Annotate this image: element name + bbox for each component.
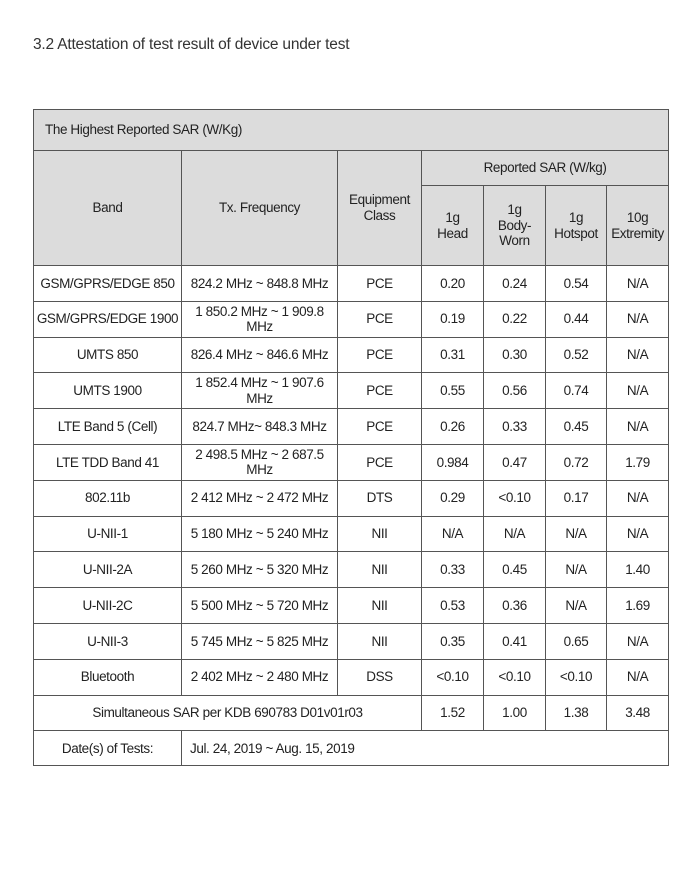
body-worn-cell: 0.56 [484, 373, 546, 409]
band-cell: Bluetooth [34, 659, 182, 695]
hotspot-cell: 0.74 [546, 373, 607, 409]
body-worn-header [484, 186, 546, 266]
hotspot-cell: N/A [546, 552, 607, 588]
head-cell: 0.20 [422, 266, 484, 302]
extremity-cell: N/A [607, 659, 669, 695]
band-header: Band [34, 151, 182, 266]
body-worn-header-line1: 1g [507, 202, 522, 218]
body-worn-header-line2: Body- [497, 217, 532, 233]
table-row [34, 301, 669, 337]
table-row [34, 659, 669, 695]
body-worn-cell: 0.41 [484, 623, 546, 659]
body-worn-cell: <0.10 [484, 480, 546, 516]
class-cell: DTS [338, 480, 422, 516]
extremity-cell: N/A [607, 373, 669, 409]
test-dates-value: Jul. 24, 2019 ~ Aug. 15, 2019 [182, 731, 669, 766]
body-worn-cell: 0.47 [484, 444, 546, 480]
simultaneous-row [34, 695, 669, 731]
head-cell: <0.10 [422, 659, 484, 695]
body-worn-cell: 0.36 [484, 588, 546, 624]
test-dates-row [34, 731, 669, 766]
simultaneous-body-worn-cell: 1.00 [484, 695, 546, 731]
head-header-line1: 1g [445, 209, 460, 225]
head-cell: 0.55 [422, 373, 484, 409]
band-cell: UMTS 1900 [34, 373, 182, 409]
extremity-cell: 1.69 [607, 588, 669, 624]
table-row [34, 623, 669, 659]
extremity-cell: N/A [607, 409, 669, 445]
head-cell: 0.29 [422, 480, 484, 516]
hotspot-cell: <0.10 [546, 659, 607, 695]
hotspot-header-line1: 1g [568, 209, 584, 225]
hotspot-cell: N/A [546, 516, 607, 552]
frequency-cell: 5 745 MHz ~ 5 825 MHz [182, 623, 338, 659]
hotspot-cell: 0.44 [546, 301, 607, 337]
body-worn-cell: <0.10 [484, 659, 546, 695]
head-cell: 0.53 [422, 588, 484, 624]
frequency-cell: 2 498.5 MHz ~ 2 687.5 MHz [182, 444, 338, 480]
simultaneous-extremity-cell: 3.48 [607, 695, 669, 731]
band-cell: LTE TDD Band 41 [34, 444, 182, 480]
sar-table [33, 109, 669, 766]
extremity-cell: N/A [607, 623, 669, 659]
band-cell: U-NII-1 [34, 516, 182, 552]
hotspot-header [546, 186, 607, 266]
frequency-cell: 824.7 MHz~ 848.3 MHz [182, 409, 338, 445]
equipment-class-header-line2: Class [363, 208, 396, 223]
class-cell: NII [338, 552, 422, 588]
body-worn-header-line3: Worn [499, 233, 530, 249]
body-worn-cell: 0.24 [484, 266, 546, 302]
class-cell: PCE [338, 444, 422, 480]
table-row [34, 409, 669, 445]
frequency-cell: 826.4 MHz ~ 846.6 MHz [182, 337, 338, 373]
head-cell: 0.984 [422, 444, 484, 480]
class-cell: NII [338, 516, 422, 552]
hotspot-header-line2: Hotspot [554, 225, 598, 241]
frequency-cell: 5 180 MHz ~ 5 240 MHz [182, 516, 338, 552]
table-row [34, 480, 669, 516]
extremity-header [607, 186, 669, 266]
head-cell: 0.31 [422, 337, 484, 373]
extremity-cell: N/A [607, 480, 669, 516]
hotspot-cell: 0.72 [546, 444, 607, 480]
head-cell: 0.35 [422, 623, 484, 659]
frequency-cell: 1 852.4 MHz ~ 1 907.6 MHz [182, 373, 338, 409]
simultaneous-label: Simultaneous SAR per KDB 690783 D01v01r03 [34, 695, 422, 731]
hotspot-cell: 0.52 [546, 337, 607, 373]
class-cell: NII [338, 588, 422, 624]
frequency-cell: 5 500 MHz ~ 5 720 MHz [182, 588, 338, 624]
head-cell: N/A [422, 516, 484, 552]
class-cell: PCE [338, 301, 422, 337]
extremity-cell: 1.79 [607, 444, 669, 480]
band-cell: U-NII-2C [34, 588, 182, 624]
frequency-cell: 2 402 MHz ~ 2 480 MHz [182, 659, 338, 695]
reported-sar-header: Reported SAR (W/kg) [422, 151, 669, 186]
test-dates-label: Date(s) of Tests: [34, 731, 182, 766]
band-cell: GSM/GPRS/EDGE 850 [34, 266, 182, 302]
table-row [34, 266, 669, 302]
simultaneous-head-cell: 1.52 [422, 695, 484, 731]
head-header-line2: Head [437, 225, 468, 241]
table-row [34, 588, 669, 624]
body-worn-cell: N/A [484, 516, 546, 552]
band-cell: 802.11b [34, 480, 182, 516]
extremity-header-line1: 10g [626, 209, 649, 225]
table-row [34, 516, 669, 552]
frequency-header: Tx. Frequency [182, 151, 338, 266]
head-header [422, 186, 484, 266]
band-cell: LTE Band 5 (Cell) [34, 409, 182, 445]
table-row [34, 444, 669, 480]
extremity-cell: N/A [607, 301, 669, 337]
hotspot-cell: 0.17 [546, 480, 607, 516]
hotspot-cell: 0.54 [546, 266, 607, 302]
band-cell: U-NII-3 [34, 623, 182, 659]
table-row [34, 552, 669, 588]
extremity-cell: N/A [607, 266, 669, 302]
class-cell: NII [338, 623, 422, 659]
hotspot-cell: 0.65 [546, 623, 607, 659]
class-cell: PCE [338, 266, 422, 302]
frequency-cell: 1 850.2 MHz ~ 1 909.8 MHz [182, 301, 338, 337]
table-row [34, 373, 669, 409]
extremity-header-line2: Extremity [611, 225, 664, 241]
frequency-cell: 824.2 MHz ~ 848.8 MHz [182, 266, 338, 302]
simultaneous-hotspot-cell: 1.38 [546, 695, 607, 731]
table-row [34, 337, 669, 373]
extremity-cell: N/A [607, 516, 669, 552]
class-cell: DSS [338, 659, 422, 695]
equipment-class-header-line1: Equipment [349, 192, 410, 208]
head-cell: 0.19 [422, 301, 484, 337]
class-cell: PCE [338, 409, 422, 445]
extremity-cell: 1.40 [607, 552, 669, 588]
frequency-cell: 2 412 MHz ~ 2 472 MHz [182, 480, 338, 516]
head-cell: 0.26 [422, 409, 484, 445]
band-cell: UMTS 850 [34, 337, 182, 373]
frequency-cell: 5 260 MHz ~ 5 320 MHz [182, 552, 338, 588]
body-worn-cell: 0.30 [484, 337, 546, 373]
body-worn-cell: 0.45 [484, 552, 546, 588]
hotspot-cell: 0.45 [546, 409, 607, 445]
hotspot-cell: N/A [546, 588, 607, 624]
class-cell: PCE [338, 337, 422, 373]
table-title: The Highest Reported SAR (W/Kg) [34, 110, 669, 151]
extremity-cell: N/A [607, 337, 669, 373]
body-worn-cell: 0.22 [484, 301, 546, 337]
class-cell: PCE [338, 373, 422, 409]
band-cell: U-NII-2A [34, 552, 182, 588]
band-cell: GSM/GPRS/EDGE 1900 [34, 301, 182, 337]
equipment-class-header [338, 151, 422, 266]
section-heading: 3.2 Attestation of test result of device under test [33, 36, 350, 53]
head-cell: 0.33 [422, 552, 484, 588]
body-worn-cell: 0.33 [484, 409, 546, 445]
